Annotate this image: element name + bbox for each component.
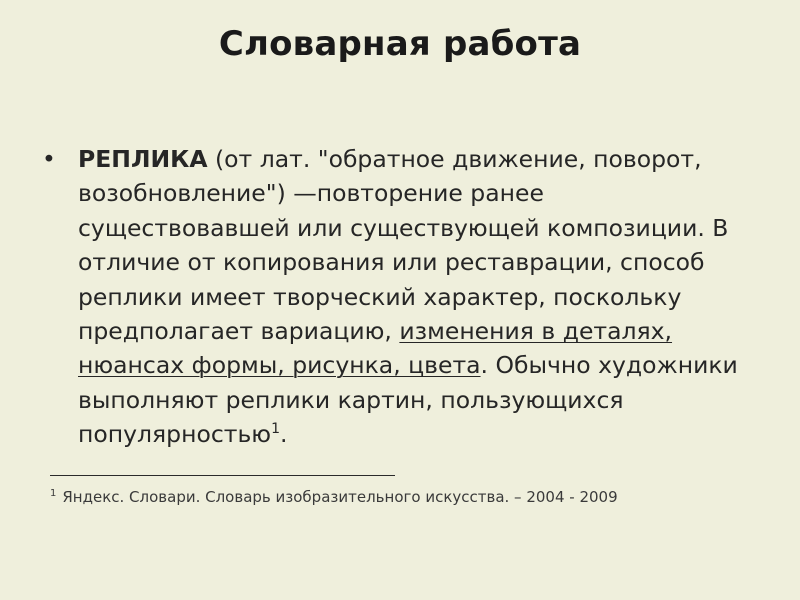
term-word: РЕПЛИКА xyxy=(78,145,208,173)
footnote xyxy=(50,488,770,506)
bullet-icon: • xyxy=(42,145,56,173)
bullet-paragraph xyxy=(36,142,756,452)
footnote-divider xyxy=(50,475,395,476)
underlined-phrase: изменения в деталях, нюансах формы, рисунка, цвета xyxy=(78,317,673,380)
footnote-text: Яндекс. Словари. Словарь изобразительного искусства. – 2004 - 2009 xyxy=(62,488,618,506)
footnote-marker: 1 xyxy=(50,488,57,499)
slide-content xyxy=(36,142,756,452)
slide-title: Словарная работа xyxy=(218,24,582,64)
definition-text-part-2: . Обычно художники выполняют реплики картин, пользующихся популярностью xyxy=(78,351,738,449)
definition-text-part-3: . xyxy=(280,420,288,449)
footnote-reference: 1 xyxy=(271,421,280,438)
definition-text-part-1: (от лат. "обратное движение, поворот, возобновление") —повторение ранее существовавшей или существующей композиции. В отличие от копирования или реставрации, способ реплики имеет творческий характер, поскольку предполагает вариацию, xyxy=(78,145,729,346)
